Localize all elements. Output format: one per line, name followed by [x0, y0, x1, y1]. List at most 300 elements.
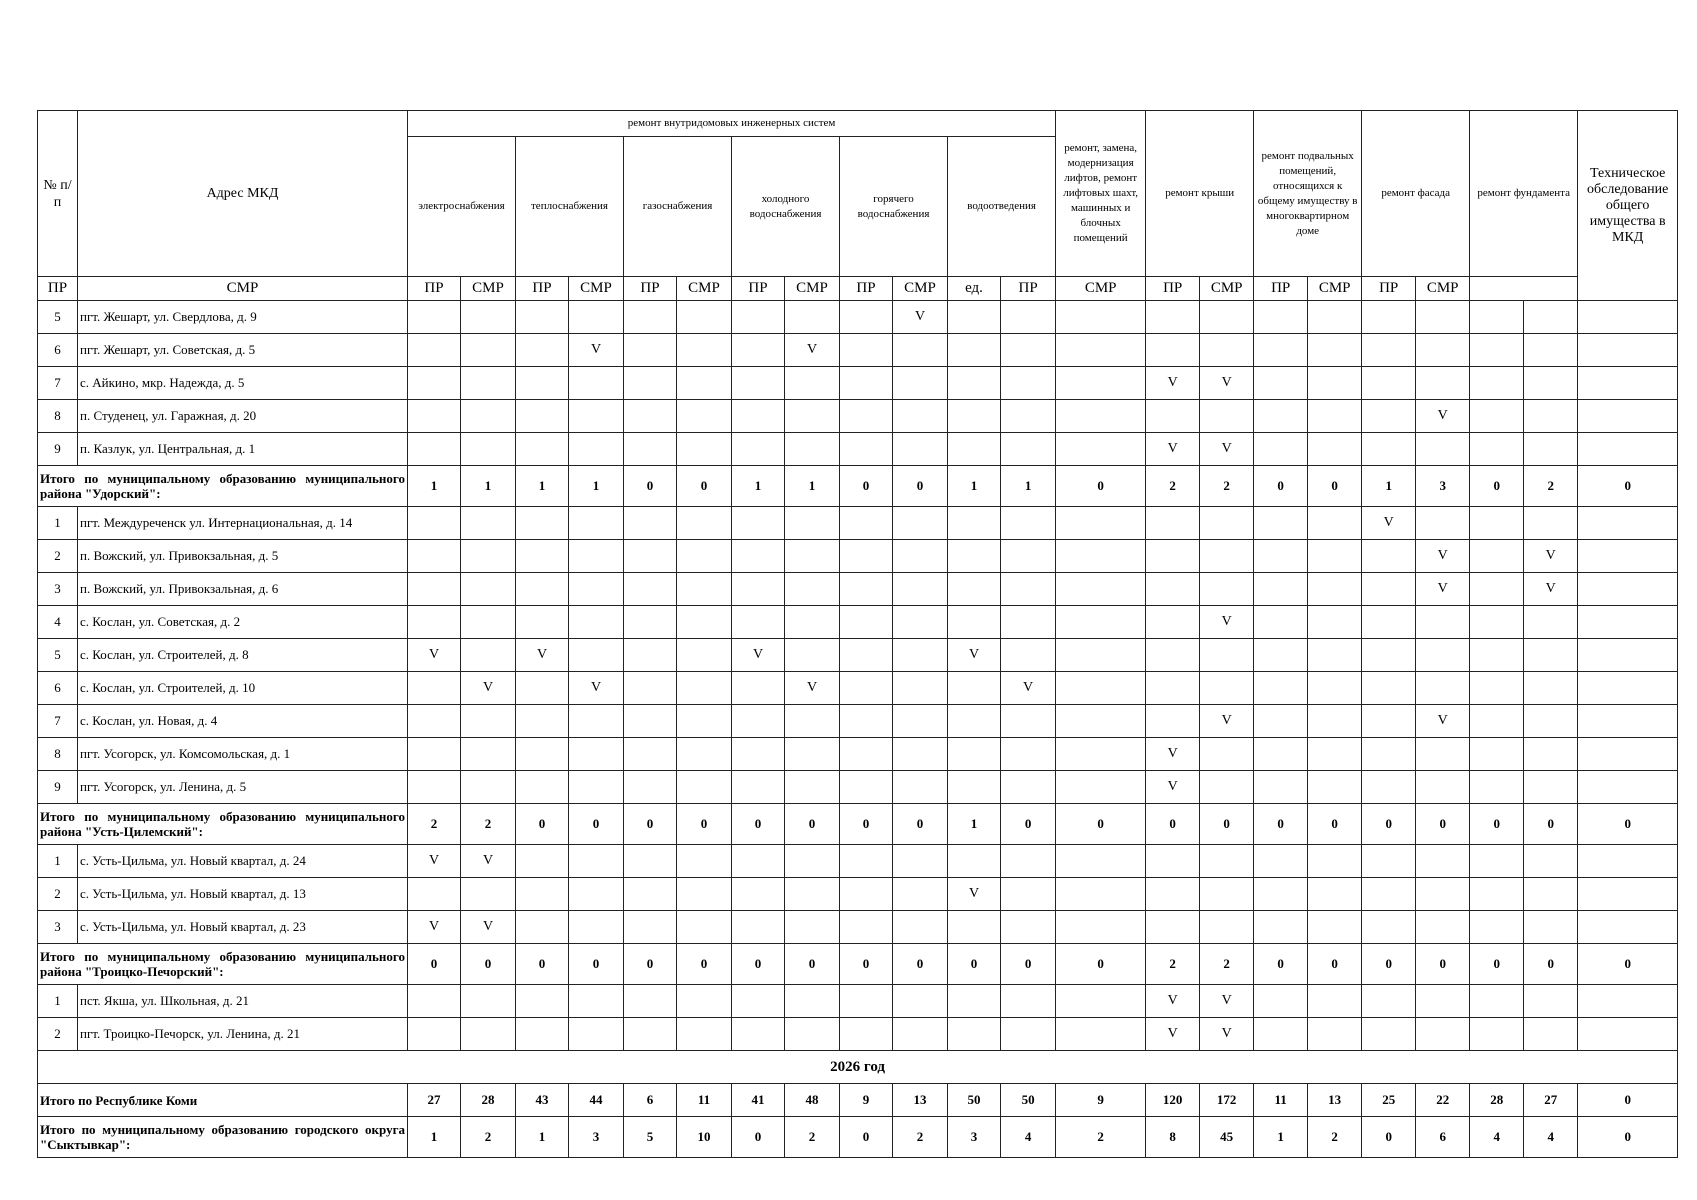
work-mark-cell	[1578, 672, 1678, 705]
work-mark-cell: V	[461, 672, 516, 705]
total-value-cell: 0	[1470, 466, 1524, 507]
total-label: Итого по муниципальному образованию муниципального района "Троицко-Печорский":	[38, 944, 408, 985]
work-mark-cell	[732, 1018, 785, 1051]
work-mark-cell	[1416, 507, 1470, 540]
work-mark-cell	[732, 433, 785, 466]
work-mark-cell	[785, 433, 840, 466]
row-address: с. Кослан, ул. Новая, д. 4	[78, 705, 408, 738]
work-mark-cell: V	[948, 639, 1001, 672]
work-mark-cell	[1056, 606, 1146, 639]
total-value-cell: 41	[732, 1084, 785, 1117]
work-mark-cell	[1001, 705, 1056, 738]
row-address: п. Казлук, ул. Центральная, д. 1	[78, 433, 408, 466]
work-mark-cell	[677, 606, 732, 639]
work-mark-cell	[516, 845, 569, 878]
total-value-cell: 0	[624, 944, 677, 985]
work-mark-cell	[1056, 738, 1146, 771]
work-mark-cell	[408, 573, 461, 606]
work-mark-cell	[1001, 301, 1056, 334]
work-mark-cell	[516, 301, 569, 334]
work-mark-cell: V	[408, 911, 461, 944]
row-number: 5	[38, 301, 78, 334]
work-mark-cell	[569, 845, 624, 878]
work-mark-cell	[1200, 878, 1254, 911]
total-value-cell: 25	[1362, 1084, 1416, 1117]
total-value-cell: 0	[1524, 804, 1578, 845]
table-row	[38, 985, 1678, 1018]
total-value-cell: 0	[624, 804, 677, 845]
total-value-cell: 0	[1416, 944, 1470, 985]
work-mark-cell	[893, 771, 948, 804]
work-mark-cell	[1056, 400, 1146, 433]
total-value-cell: 11	[1254, 1084, 1308, 1117]
work-mark-cell	[1001, 540, 1056, 573]
total-value-cell: 0	[1146, 804, 1200, 845]
work-mark-cell	[1308, 705, 1362, 738]
work-mark-cell	[677, 540, 732, 573]
work-mark-cell	[1470, 911, 1524, 944]
work-mark-cell	[1200, 507, 1254, 540]
work-mark-cell	[624, 845, 677, 878]
work-mark-cell: V	[1416, 705, 1470, 738]
work-mark-cell	[732, 301, 785, 334]
total-value-cell: 1	[461, 466, 516, 507]
work-mark-cell	[893, 400, 948, 433]
header-code-cell: ПР	[1362, 277, 1416, 301]
work-mark-cell	[1308, 301, 1362, 334]
work-mark-cell	[461, 606, 516, 639]
total-value-cell: 2	[1308, 1117, 1362, 1158]
work-mark-cell	[461, 367, 516, 400]
work-mark-cell	[1001, 433, 1056, 466]
header-code-cell: СМР	[1416, 277, 1470, 301]
work-mark-cell	[785, 845, 840, 878]
work-mark-cell	[1146, 672, 1200, 705]
work-mark-cell	[1146, 845, 1200, 878]
work-mark-cell	[840, 771, 893, 804]
total-value-cell: 50	[948, 1084, 1001, 1117]
work-mark-cell	[1416, 639, 1470, 672]
total-value-cell: 0	[1200, 804, 1254, 845]
work-mark-cell: V	[1001, 672, 1056, 705]
work-mark-cell	[1001, 771, 1056, 804]
work-mark-cell	[948, 433, 1001, 466]
work-mark-cell	[1308, 771, 1362, 804]
total-value-cell: 3	[1416, 466, 1470, 507]
work-mark-cell	[1200, 845, 1254, 878]
total-row	[38, 466, 1678, 507]
work-mark-cell: V	[1146, 771, 1200, 804]
header-code-cell: ПР	[408, 277, 461, 301]
row-address: пгт. Жешарт, ул. Советская, д. 5	[78, 334, 408, 367]
work-mark-cell	[1362, 334, 1416, 367]
header-code-cell: СМР	[569, 277, 624, 301]
work-mark-cell	[408, 985, 461, 1018]
row-address: пст. Якша, ул. Школьная, д. 21	[78, 985, 408, 1018]
work-mark-cell	[1001, 878, 1056, 911]
total-value-cell: 2	[408, 804, 461, 845]
work-mark-cell: V	[1362, 507, 1416, 540]
work-mark-cell	[1254, 878, 1308, 911]
total-value-cell: 8	[1146, 1117, 1200, 1158]
work-mark-cell	[1056, 367, 1146, 400]
work-mark-cell	[677, 301, 732, 334]
work-mark-cell	[1254, 639, 1308, 672]
total-value-cell: 0	[624, 466, 677, 507]
work-mark-cell	[732, 507, 785, 540]
header-code-cell: СМР	[461, 277, 516, 301]
work-mark-cell	[840, 334, 893, 367]
work-mark-cell	[1308, 540, 1362, 573]
work-mark-cell	[569, 606, 624, 639]
work-mark-cell	[624, 301, 677, 334]
work-mark-cell	[569, 301, 624, 334]
work-mark-cell	[1254, 771, 1308, 804]
work-mark-cell	[1308, 985, 1362, 1018]
total-row	[38, 944, 1678, 985]
table-row	[38, 400, 1678, 433]
work-mark-cell	[1416, 606, 1470, 639]
work-mark-cell	[624, 911, 677, 944]
row-number: 9	[38, 433, 78, 466]
work-mark-cell	[1578, 334, 1678, 367]
work-mark-cell	[516, 334, 569, 367]
total-value-cell: 0	[840, 944, 893, 985]
work-mark-cell	[1200, 738, 1254, 771]
total-label: Итого по муниципальному образованию городского округа "Сыктывкар":	[38, 1117, 408, 1158]
table-row	[38, 540, 1678, 573]
work-mark-cell	[1362, 540, 1416, 573]
work-mark-cell	[1578, 639, 1678, 672]
work-mark-cell	[732, 400, 785, 433]
table-row	[38, 845, 1678, 878]
work-mark-cell	[1308, 433, 1362, 466]
work-mark-cell	[516, 606, 569, 639]
work-mark-cell: V	[785, 672, 840, 705]
header-facade: ремонт фасада	[1362, 111, 1470, 277]
total-value-cell: 0	[948, 944, 1001, 985]
work-mark-cell	[1308, 573, 1362, 606]
total-value-cell: 11	[677, 1084, 732, 1117]
total-value-cell: 0	[1308, 466, 1362, 507]
work-mark-cell	[785, 400, 840, 433]
work-mark-cell	[1308, 639, 1362, 672]
work-mark-cell	[1056, 911, 1146, 944]
total-value-cell: 0	[1308, 944, 1362, 985]
work-mark-cell	[785, 771, 840, 804]
year-row	[38, 1051, 1678, 1084]
work-mark-cell	[1001, 400, 1056, 433]
work-mark-cell	[408, 400, 461, 433]
work-mark-cell	[893, 573, 948, 606]
work-mark-cell	[1056, 507, 1146, 540]
work-mark-cell: V	[1200, 367, 1254, 400]
row-number: 8	[38, 400, 78, 433]
work-mark-cell	[1524, 878, 1578, 911]
work-mark-cell	[461, 334, 516, 367]
work-mark-cell	[1362, 878, 1416, 911]
work-mark-cell: V	[569, 672, 624, 705]
work-mark-cell	[1362, 367, 1416, 400]
work-mark-cell	[1200, 540, 1254, 573]
row-number: 6	[38, 334, 78, 367]
work-mark-cell	[1416, 878, 1470, 911]
work-mark-cell	[569, 985, 624, 1018]
total-value-cell: 0	[1470, 804, 1524, 845]
total-value-cell: 0	[461, 944, 516, 985]
work-mark-cell	[732, 540, 785, 573]
work-mark-cell	[948, 367, 1001, 400]
work-mark-cell	[1001, 639, 1056, 672]
work-mark-cell	[840, 738, 893, 771]
work-mark-cell	[1416, 738, 1470, 771]
work-mark-cell	[1524, 911, 1578, 944]
total-value-cell: 0	[840, 1117, 893, 1158]
row-address: п. Вожский, ул. Привокзальная, д. 6	[78, 573, 408, 606]
work-mark-cell	[1470, 334, 1524, 367]
total-value-cell: 13	[1308, 1084, 1362, 1117]
total-value-cell: 0	[1056, 466, 1146, 507]
row-number: 6	[38, 672, 78, 705]
total-value-cell: 2	[461, 804, 516, 845]
work-mark-cell	[516, 573, 569, 606]
work-mark-cell: V	[1200, 1018, 1254, 1051]
work-mark-cell	[1056, 1018, 1146, 1051]
work-mark-cell	[1308, 507, 1362, 540]
total-value-cell: 0	[732, 1117, 785, 1158]
work-mark-cell	[1578, 771, 1678, 804]
total-value-cell: 0	[1056, 804, 1146, 845]
work-mark-cell	[948, 1018, 1001, 1051]
work-mark-cell	[1254, 400, 1308, 433]
work-mark-cell	[569, 1018, 624, 1051]
total-value-cell: 0	[1254, 804, 1308, 845]
work-mark-cell	[1416, 845, 1470, 878]
work-mark-cell	[1578, 738, 1678, 771]
work-mark-cell	[624, 540, 677, 573]
work-mark-cell	[516, 705, 569, 738]
total-value-cell: 0	[1362, 804, 1416, 845]
work-mark-cell	[624, 771, 677, 804]
work-mark-cell	[1416, 985, 1470, 1018]
header-basement: ремонт подвальных помещений, относящихся к общему имуществу в многоквартирном доме	[1254, 111, 1362, 277]
work-mark-cell	[408, 507, 461, 540]
header-code-cell: СМР	[893, 277, 948, 301]
work-mark-cell	[1524, 606, 1578, 639]
total-value-cell: 0	[1578, 466, 1678, 507]
work-mark-cell	[1524, 507, 1578, 540]
table-row	[38, 334, 1678, 367]
work-mark-cell	[1416, 911, 1470, 944]
work-mark-cell	[677, 507, 732, 540]
work-mark-cell	[893, 367, 948, 400]
work-mark-cell	[948, 771, 1001, 804]
row-number: 2	[38, 540, 78, 573]
work-mark-cell	[677, 672, 732, 705]
work-mark-cell	[893, 985, 948, 1018]
work-mark-cell	[516, 771, 569, 804]
total-value-cell: 0	[785, 804, 840, 845]
work-mark-cell	[1416, 433, 1470, 466]
work-mark-cell	[677, 738, 732, 771]
work-mark-cell	[677, 911, 732, 944]
work-mark-cell	[516, 540, 569, 573]
total-value-cell: 2	[1056, 1117, 1146, 1158]
total-value-cell: 0	[1470, 944, 1524, 985]
table-row	[38, 301, 1678, 334]
header-system-hot-water: горячего водоснабжения	[840, 137, 948, 277]
work-mark-cell	[1308, 400, 1362, 433]
table-row	[38, 738, 1678, 771]
work-mark-cell	[624, 738, 677, 771]
total-value-cell: 43	[516, 1084, 569, 1117]
table-row	[38, 672, 1678, 705]
table-row	[38, 771, 1678, 804]
work-mark-cell	[1254, 911, 1308, 944]
work-mark-cell	[785, 911, 840, 944]
work-mark-cell: V	[1416, 400, 1470, 433]
work-mark-cell	[785, 738, 840, 771]
work-mark-cell	[1416, 1018, 1470, 1051]
work-mark-cell	[732, 771, 785, 804]
work-mark-cell	[1578, 985, 1678, 1018]
total-value-cell: 2	[785, 1117, 840, 1158]
work-mark-cell	[1524, 433, 1578, 466]
total-value-cell: 1	[1254, 1117, 1308, 1158]
work-mark-cell: V	[461, 911, 516, 944]
work-mark-cell	[1416, 771, 1470, 804]
work-mark-cell: V	[1200, 705, 1254, 738]
work-mark-cell	[1254, 738, 1308, 771]
work-mark-cell	[948, 606, 1001, 639]
work-mark-cell	[1578, 540, 1678, 573]
work-mark-cell: V	[785, 334, 840, 367]
work-mark-cell	[948, 738, 1001, 771]
work-mark-cell	[1308, 738, 1362, 771]
work-mark-cell	[624, 606, 677, 639]
work-mark-cell	[1578, 705, 1678, 738]
total-value-cell: 3	[948, 1117, 1001, 1158]
work-mark-cell	[1470, 771, 1524, 804]
work-mark-cell	[785, 606, 840, 639]
work-mark-cell	[840, 507, 893, 540]
work-mark-cell	[893, 878, 948, 911]
work-mark-cell	[1362, 400, 1416, 433]
total-value-cell: 44	[569, 1084, 624, 1117]
work-mark-cell	[893, 540, 948, 573]
work-mark-cell	[1254, 705, 1308, 738]
header-code-cell: СМР	[785, 277, 840, 301]
work-mark-cell	[1308, 878, 1362, 911]
header-code-row	[38, 277, 1678, 301]
work-mark-cell	[1416, 334, 1470, 367]
work-mark-cell	[948, 845, 1001, 878]
total-value-cell: 0	[1254, 944, 1308, 985]
work-mark-cell	[408, 433, 461, 466]
work-mark-cell	[408, 672, 461, 705]
work-mark-cell	[1001, 845, 1056, 878]
total-value-cell: 120	[1146, 1084, 1200, 1117]
work-mark-cell	[1254, 985, 1308, 1018]
total-value-cell: 0	[732, 944, 785, 985]
header-address: Адрес МКД	[78, 111, 408, 277]
work-mark-cell	[677, 433, 732, 466]
work-mark-cell	[624, 400, 677, 433]
table-row	[38, 507, 1678, 540]
total-value-cell: 2	[1200, 944, 1254, 985]
row-address: с. Усть-Цильма, ул. Новый квартал, д. 23	[78, 911, 408, 944]
work-mark-cell	[677, 639, 732, 672]
header-system-gas: газоснабжения	[624, 137, 732, 277]
work-mark-cell	[732, 334, 785, 367]
header-system-cold-water: холодного водоснабжения	[732, 137, 840, 277]
work-mark-cell	[1254, 1018, 1308, 1051]
work-mark-cell	[785, 705, 840, 738]
total-value-cell: 0	[1362, 944, 1416, 985]
work-mark-cell	[569, 367, 624, 400]
work-mark-cell	[461, 400, 516, 433]
total-value-cell: 0	[1578, 944, 1678, 985]
header-code-cell: СМР	[1056, 277, 1146, 301]
work-mark-cell	[1362, 1018, 1416, 1051]
work-mark-cell	[408, 878, 461, 911]
total-value-cell: 0	[893, 466, 948, 507]
work-mark-cell	[840, 672, 893, 705]
total-value-cell: 2	[1146, 944, 1200, 985]
work-mark-cell	[1470, 433, 1524, 466]
header-code-cell: ПР	[624, 277, 677, 301]
work-mark-cell	[461, 639, 516, 672]
work-mark-cell	[1578, 400, 1678, 433]
total-row	[38, 1117, 1678, 1158]
work-mark-cell	[461, 878, 516, 911]
work-mark-cell	[677, 400, 732, 433]
row-address: пгт. Усогорск, ул. Комсомольская, д. 1	[78, 738, 408, 771]
work-mark-cell	[1308, 606, 1362, 639]
work-mark-cell	[677, 367, 732, 400]
work-mark-cell	[948, 334, 1001, 367]
table-row	[38, 573, 1678, 606]
work-mark-cell	[1578, 911, 1678, 944]
row-number: 8	[38, 738, 78, 771]
work-mark-cell	[948, 540, 1001, 573]
header-num: № п/п	[38, 111, 78, 277]
row-address: п. Студенец, ул. Гаражная, д. 20	[78, 400, 408, 433]
work-mark-cell	[732, 845, 785, 878]
row-address: с. Усть-Цильма, ул. Новый квартал, д. 24	[78, 845, 408, 878]
work-mark-cell	[1146, 878, 1200, 911]
total-value-cell: 1	[948, 804, 1001, 845]
total-value-cell: 1	[408, 1117, 461, 1158]
work-mark-cell	[1056, 573, 1146, 606]
work-mark-cell	[1056, 771, 1146, 804]
work-mark-cell	[1200, 573, 1254, 606]
table-row	[38, 639, 1678, 672]
total-label: Итого по муниципальному образованию муниципального района "Удорский":	[38, 466, 408, 507]
row-address: с. Айкино, мкр. Надежда, д. 5	[78, 367, 408, 400]
work-mark-cell	[677, 878, 732, 911]
work-mark-cell	[408, 334, 461, 367]
work-mark-cell	[516, 738, 569, 771]
total-value-cell: 3	[569, 1117, 624, 1158]
work-mark-cell	[1470, 738, 1524, 771]
total-value-cell: 0	[1001, 804, 1056, 845]
total-value-cell: 0	[1254, 466, 1308, 507]
row-address: п. Вожский, ул. Привокзальная, д. 5	[78, 540, 408, 573]
work-mark-cell: V	[1146, 985, 1200, 1018]
work-mark-cell	[893, 606, 948, 639]
work-mark-cell	[569, 911, 624, 944]
